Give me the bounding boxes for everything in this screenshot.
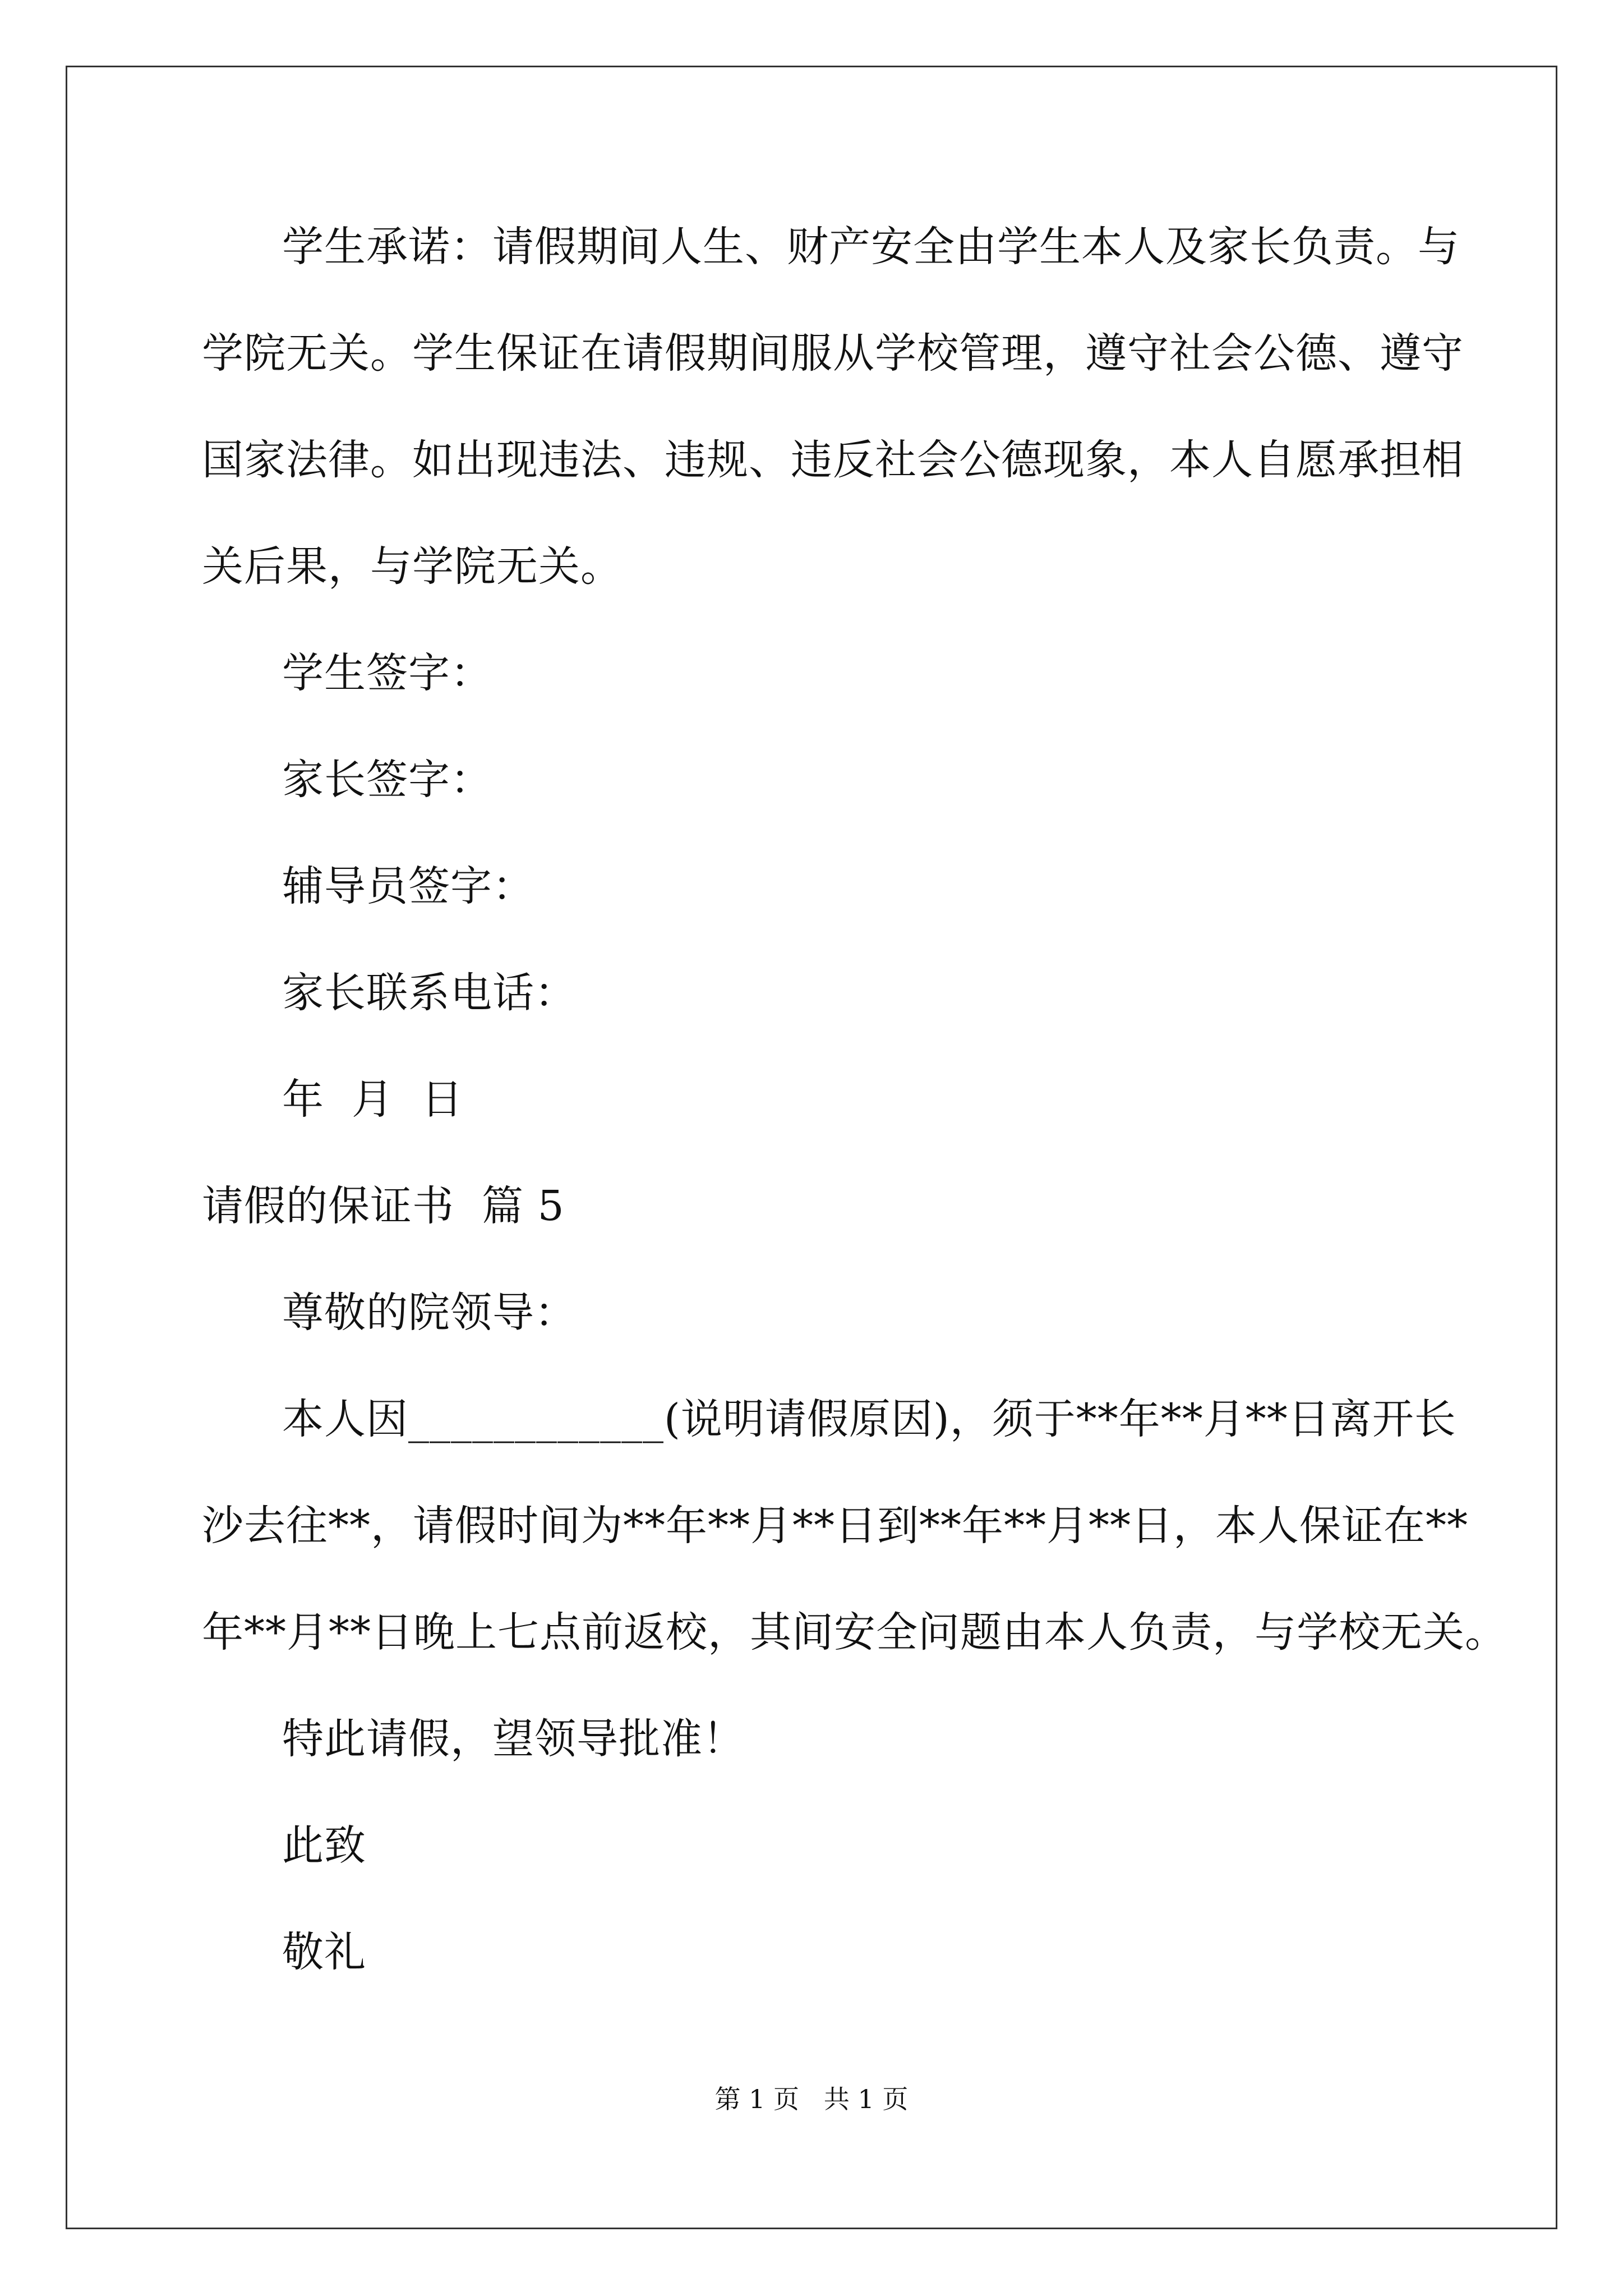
paragraph-line: 学生承诺：请假期间人生、财产安全由学生本人及家长负责。与 <box>282 223 1460 271</box>
paragraph-line: 年**月**日晚上七点前返校，其间安全问题由本人负责，与学校无关。 <box>202 1608 1507 1657</box>
section-heading: 请假的保证书 篇 5 <box>202 1182 565 1230</box>
salutation: 尊敬的院领导： <box>282 1289 577 1337</box>
paragraph-line: 沙去往**，请假时间为**年**月**日到**年**月**日，本人保证在** <box>202 1502 1468 1550</box>
page-number: 第 1 页 共 1 页 <box>714 2084 909 2114</box>
page-border <box>66 66 1557 2229</box>
paragraph-line: 关后果，与学院无关。 <box>202 542 623 591</box>
paragraph-line: 本人因____________(说明请假原因)，须于**年**月**日离开长 <box>282 1395 1456 1443</box>
counselor-signature-label: 辅导员签字： <box>282 862 534 910</box>
date-label: 年 月 日 <box>282 1075 464 1124</box>
regards-line: 敬礼 <box>282 1928 366 1976</box>
paragraph-line: 国家法律。如出现违法、违规、违反社会公德现象，本人自愿承担相 <box>202 436 1464 484</box>
request-line: 特此请假，望领导批准！ <box>282 1715 745 1763</box>
paragraph-line: 学院无关。学生保证在请假期间服从学校管理，遵守社会公德、遵守 <box>202 329 1464 378</box>
closing-line: 此致 <box>282 1821 366 1870</box>
parent-signature-label: 家长签字： <box>282 756 492 804</box>
student-signature-label: 学生签字： <box>282 649 492 697</box>
parent-phone-label: 家长联系电话： <box>282 969 577 1017</box>
